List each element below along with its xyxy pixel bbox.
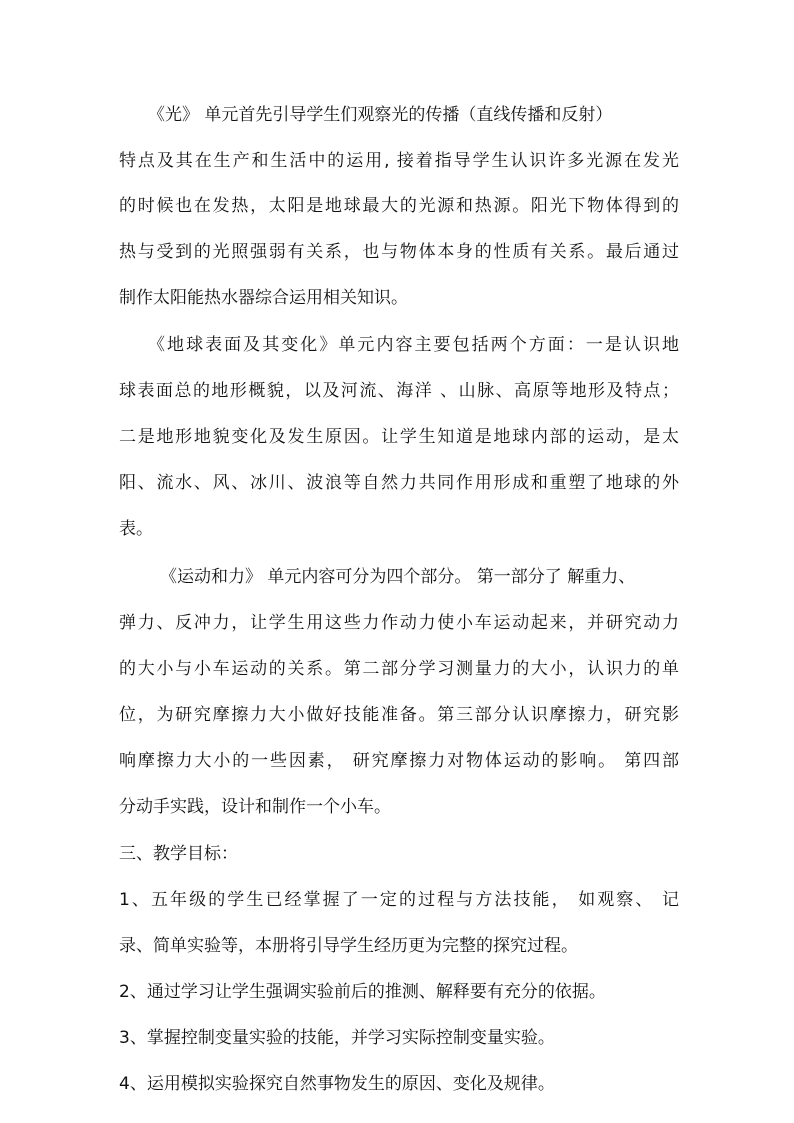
goal-4: 4、运用模拟实验探究自然事物发生的原因、变化及规律。 (119, 1074, 555, 1094)
paragraph-earth-line-1: 《地球表面及其变化》单元内容主要包括两个方面：一是认识地 (148, 335, 679, 355)
paragraph-motion-line-5: 响摩擦力大小的一些因素， 研究摩擦力对物体运动的影响。 第四部 (119, 751, 679, 771)
paragraph-motion-line-4: 位，为研究摩擦力大小做好技能准备。第三部分认识摩擦力，研究影 (119, 705, 679, 725)
paragraph-motion-line-1: 《运动和力》 单元内容可分为四个部分。 第一部分了 解重力、 (160, 567, 636, 587)
goal-2: 2、通过学习让学生强调实验前后的推测、解释要有充分的依据。 (119, 982, 606, 1002)
goal-1-line-1: 1、五年级的学生已经掌握了一定的过程与方法技能， 如观察、 记 (119, 890, 679, 910)
section-heading-teaching-goals: 三、教学目标： (119, 844, 238, 864)
paragraph-light-line-4: 热与受到的光照强弱有关系，也与物体本身的性质有关系。最后通过 (119, 242, 679, 262)
paragraph-light-line-5: 制作太阳能热水器综合运用相关知识。 (119, 288, 408, 308)
goal-3: 3、掌握控制变量实验的技能，并学习实际控制变量实验。 (119, 1028, 555, 1048)
paragraph-light-line-3: 的时候也在发热，太阳是地球最大的光源和热源。阳光下物体得到的 (119, 196, 679, 216)
paragraph-earth-line-4: 阳、流水、风、冰川、波浪等自然力共同作用形成和重塑了地球的外 (119, 473, 679, 493)
paragraph-earth-line-3: 二是地形地貌变化及发生原因。让学生知道是地球内部的运动，是太 (119, 427, 679, 447)
paragraph-motion-line-3: 的大小与小车运动的关系。第二部分学习测量力的大小，认识力的单 (119, 659, 679, 679)
paragraph-light-line-2: 特点及其在生产和生活中的运用, 接着指导学生认识许多光源在发光 (119, 151, 679, 171)
paragraph-motion-line-2: 弹力、反冲力，让学生用这些力作动力使小车运动起来，并研究动力 (119, 613, 679, 633)
paragraph-light-line-1: 《光》 单元首先引导学生们观察光的传播（直线传播和反射） (148, 105, 613, 125)
paragraph-earth-line-5: 表。 (119, 519, 153, 539)
paragraph-earth-line-2: 球表面总的地形概貌，以及河流、海洋 、山脉、高原等地形及特点； (119, 381, 679, 401)
paragraph-motion-line-6: 分动手实践，设计和制作一个小车。 (119, 797, 391, 817)
goal-1-line-2: 录、简单实验等，本册将引导学生经历更为完整的探究过程。 (119, 936, 578, 956)
